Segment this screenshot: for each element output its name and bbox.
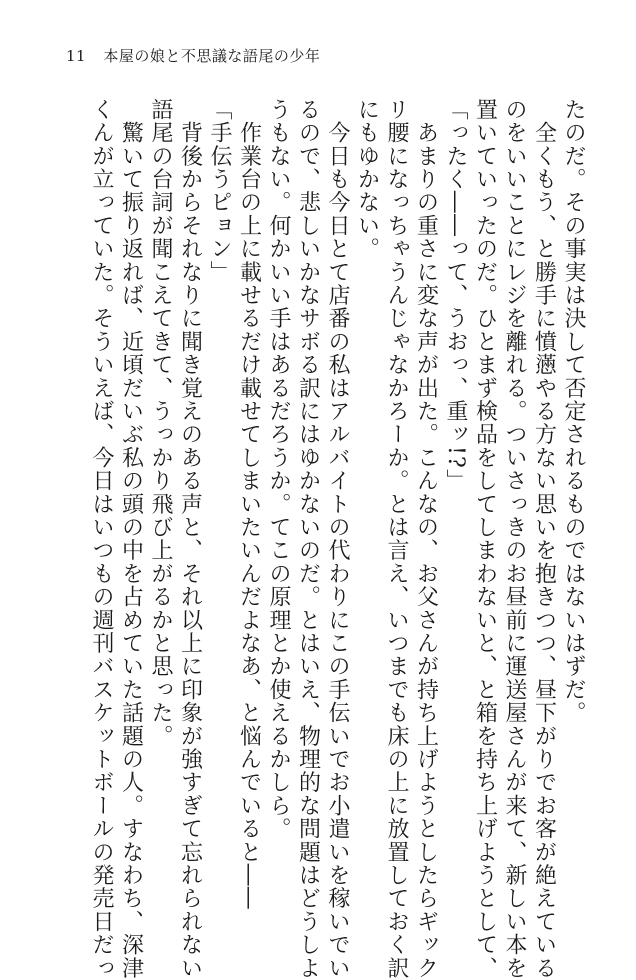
text-line: 置いていったのだ。ひとまず検品をしてしまわないと、と箱を持ち上げようとして、 (472, 98, 498, 980)
running-title: 本屋の娘と不思議な語尾の少年 (103, 47, 321, 65)
text-line: あまりの重さに変な声が出た。こんなの、お父さんが持ち上げようとしたらギック (413, 98, 439, 980)
text-line: リ腰になっちゃうんじゃなかろーか。とは言え、いつまでも床の上に放置しておく訳 (384, 98, 409, 980)
dialogue-line: 「ったく――って、うおっ、重ッ!?」 (443, 98, 468, 493)
text-line: くんが立っていた。そういえば、今日はいつもの週刊バスケットボールの発売日だっ (89, 98, 114, 980)
text-line: うもない。何かいい手はあるだろうか。てこの原理とか使えるかしら。 (266, 98, 291, 841)
text-line: のをいいことにレジを離れる。ついさっきのお昼前に運送屋さんが来て、新しい本を (502, 98, 527, 980)
dialogue-line: 「手伝うピョン」 (207, 98, 232, 284)
text-line: 全くもう、と勝手に憤懣やる方ない思いを抱きつつ、昼下がりでお客が絶えている (531, 98, 557, 980)
text-line: たのだ。その事実は決して否定されるものではないはずだ。 (561, 98, 586, 725)
text-line: にもゆかない。 (354, 98, 380, 261)
page-header (66, 46, 320, 66)
page-number: 11 (66, 47, 87, 65)
text-line: 背後からそれなりに聞き覚えのある声と、それ以上に印象が強すぎて忘れられない (177, 98, 203, 980)
body-text (87, 98, 589, 980)
text-line: るので、悲しいかなサボる訳にはゆかないのだ。とはいえ、物理的な問題はどうしよ (295, 98, 321, 980)
text-line: 作業台の上に載せるだけ載せてしまいたいんだよなあ、と悩んでいると―― (236, 98, 262, 910)
text-line: 今日も今日とて店番の私はアルバイトの代わりにこの手伝いでお小遣いを稼いでい (325, 98, 350, 980)
text-line: 驚いて振り返れば、近頃だいぶ私の頭の中を占めていた話題の人。すなわち、深津 (118, 98, 144, 980)
text-line: 語尾の台詞が聞こえてきて、うっかり飛び上がるかと思った。 (148, 98, 173, 748)
